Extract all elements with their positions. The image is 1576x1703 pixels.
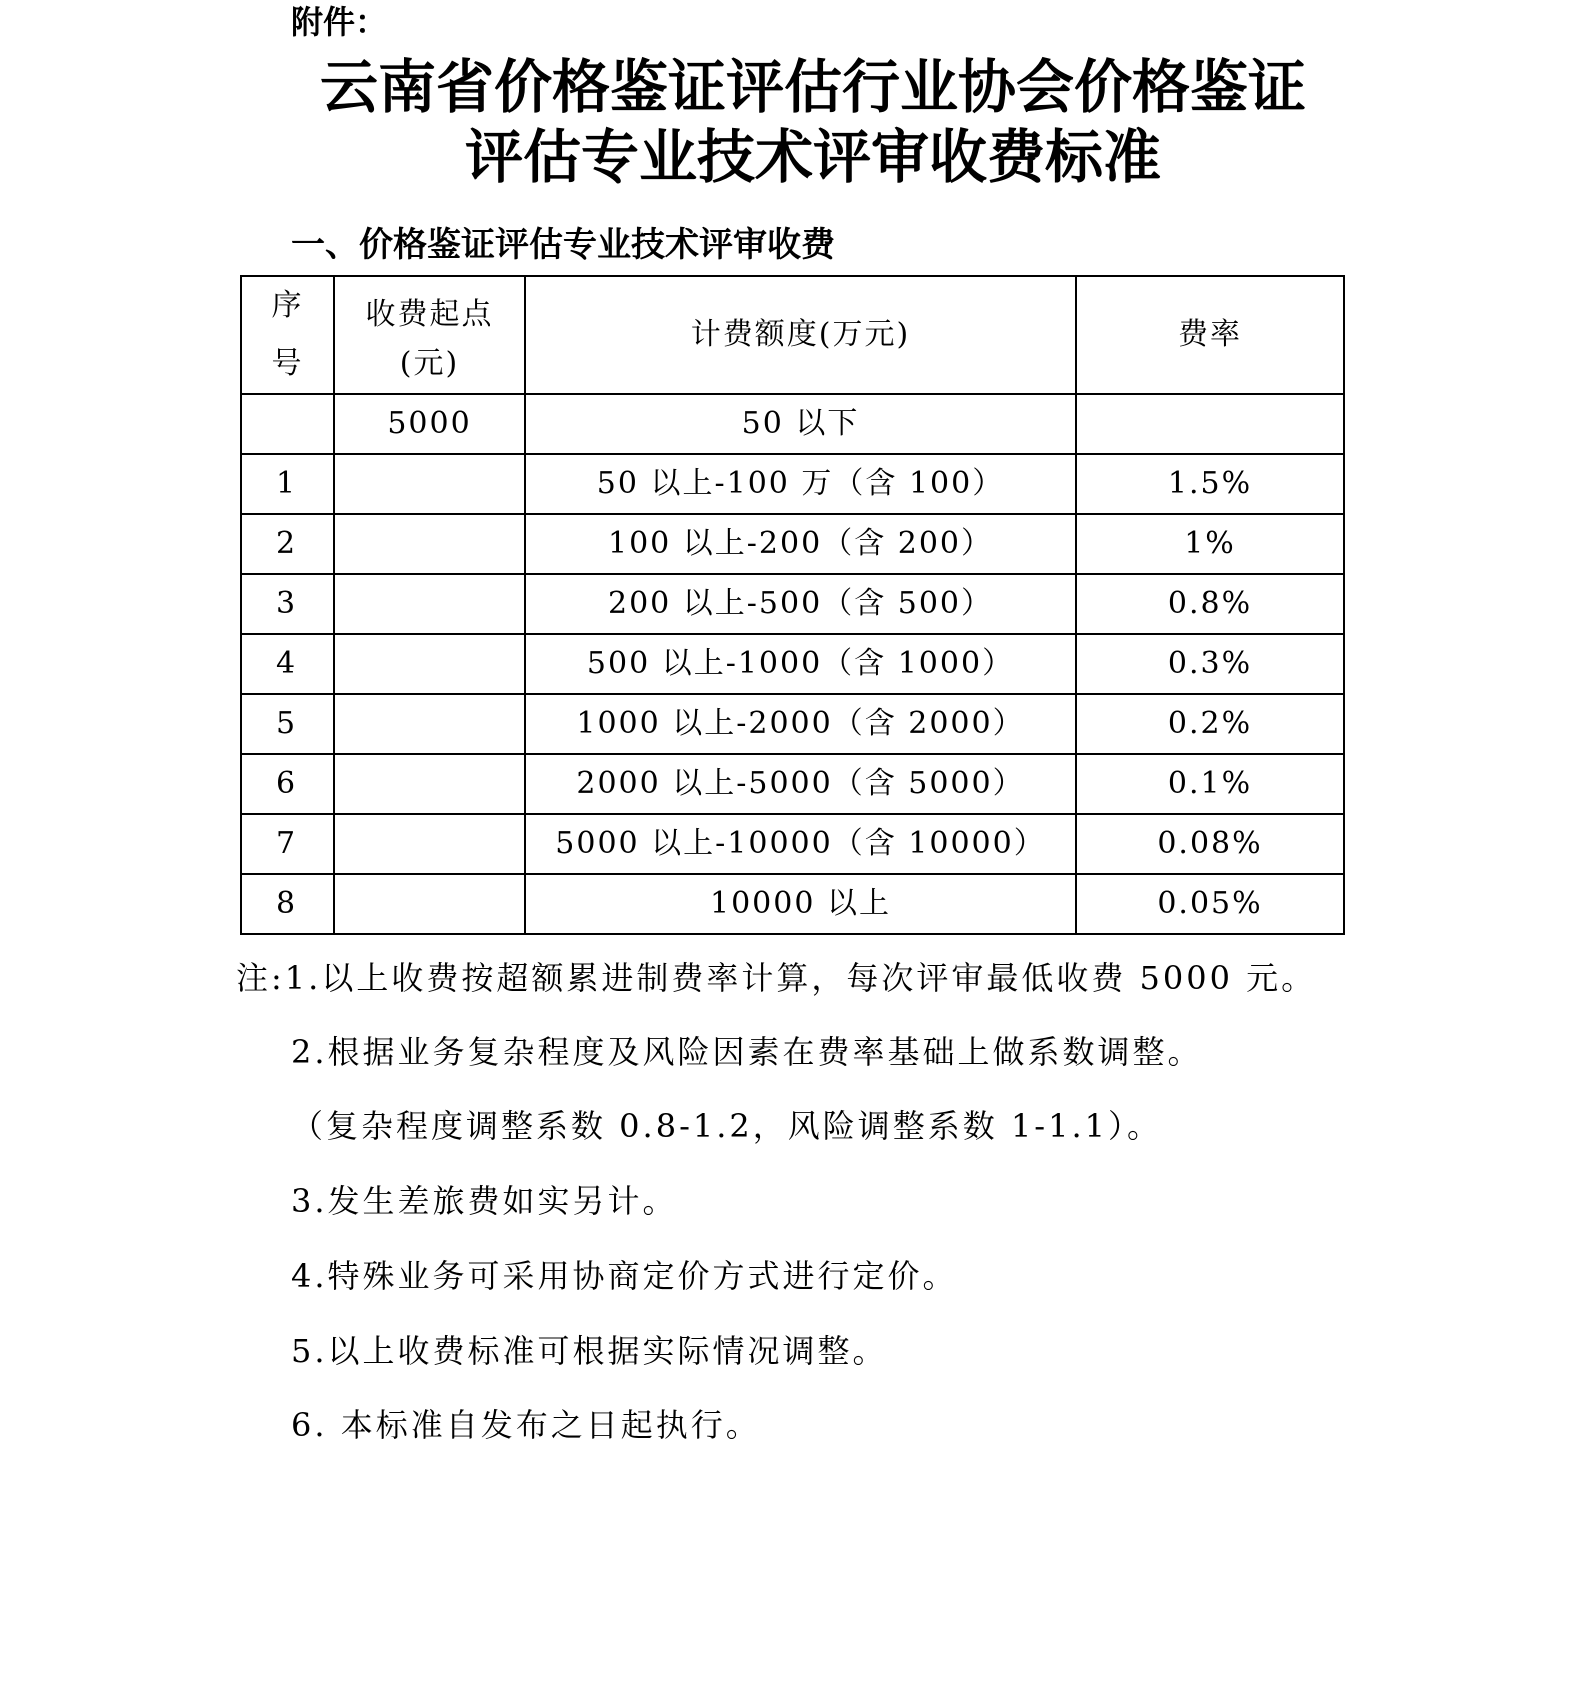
cell-seq — [241, 394, 334, 454]
title-line-1: 云南省价格鉴证评估行业协会价格鉴证 — [319, 53, 1306, 121]
cell-rate: 0.2% — [1076, 694, 1344, 754]
note-6: 6. 本标准自发布之日起执行。 — [291, 1406, 761, 1444]
cell-start-fee — [334, 514, 525, 574]
note-4: 4.特殊业务可采用协商定价方式进行定价。 — [291, 1257, 958, 1295]
title-line-2: 评估专业技术评审收费标准 — [464, 123, 1161, 191]
header-rate: 费率 — [1076, 276, 1344, 394]
table-row — [241, 694, 1344, 754]
note-2-coefficients: （复杂程度调整系数 0.8-1.2，风险调整系数 1-1.1）。 — [291, 1107, 1163, 1145]
note-5: 5.以上收费标准可根据实际情况调整。 — [291, 1332, 888, 1370]
header-seq — [241, 276, 334, 394]
cell-rate: 0.05% — [1076, 874, 1344, 934]
note-3: 3.发生差旅费如实另计。 — [291, 1182, 678, 1220]
cell-amount: 50 以上-100 万（含 100） — [525, 454, 1076, 514]
table-row — [241, 874, 1344, 934]
table-row — [241, 454, 1344, 514]
cell-amount: 100 以上-200（含 200） — [525, 514, 1076, 574]
cell-seq: 6 — [241, 754, 334, 814]
cell-rate: 0.1% — [1076, 754, 1344, 814]
header-start-fee — [334, 276, 525, 394]
table-row — [241, 814, 1344, 874]
cell-amount: 1000 以上-2000（含 2000） — [525, 694, 1076, 754]
cell-amount: 2000 以上-5000（含 5000） — [525, 754, 1076, 814]
cell-amount: 500 以上-1000（含 1000） — [525, 634, 1076, 694]
header-amount: 计费额度(万元) — [525, 276, 1076, 394]
cell-seq: 8 — [241, 874, 334, 934]
cell-seq: 5 — [241, 694, 334, 754]
table-header-row — [241, 276, 1344, 394]
cell-start-fee — [334, 634, 525, 694]
cell-start-fee — [334, 454, 525, 514]
cell-amount: 10000 以上 — [525, 874, 1076, 934]
cell-rate: 0.3% — [1076, 634, 1344, 694]
cell-seq: 3 — [241, 574, 334, 634]
cell-start-fee — [334, 694, 525, 754]
cell-amount: 5000 以上-10000（含 10000） — [525, 814, 1076, 874]
fee-schedule-table — [240, 275, 1345, 935]
cell-start-fee: 5000 — [334, 394, 525, 454]
cell-rate: 0.08% — [1076, 814, 1344, 874]
cell-amount: 50 以下 — [525, 394, 1076, 454]
cell-rate: 1% — [1076, 514, 1344, 574]
cell-rate: 1.5% — [1076, 454, 1344, 514]
cell-start-fee — [334, 814, 525, 874]
cell-seq: 1 — [241, 454, 334, 514]
table-row — [241, 634, 1344, 694]
table-row — [241, 514, 1344, 574]
cell-rate: 0.8% — [1076, 574, 1344, 634]
document-title — [0, 52, 1576, 192]
cell-rate — [1076, 394, 1344, 454]
header-seq-line-1: 序 — [271, 288, 304, 323]
header-start-fee-line-1: 收费起点 — [365, 297, 494, 332]
cell-seq: 2 — [241, 514, 334, 574]
cell-amount: 200 以上-500（含 500） — [525, 574, 1076, 634]
section-heading: 一、价格鉴证评估专业技术评审收费 — [291, 225, 835, 265]
cell-start-fee — [334, 574, 525, 634]
header-start-fee-line-2: (元) — [399, 346, 460, 381]
cell-seq: 4 — [241, 634, 334, 694]
table-row — [241, 574, 1344, 634]
cell-start-fee — [334, 874, 525, 934]
note-2: 2.根据业务复杂程度及风险因素在费率基础上做系数调整。 — [291, 1033, 1203, 1071]
cell-start-fee — [334, 754, 525, 814]
attachment-label: 附件： — [291, 3, 388, 41]
header-seq-line-2: 号 — [271, 346, 304, 381]
note-1: 注:1.以上收费按超额累进制费率计算，每次评审最低收费 5000 元。 — [236, 959, 1317, 997]
table-row — [241, 394, 1344, 454]
cell-seq: 7 — [241, 814, 334, 874]
table-row — [241, 754, 1344, 814]
